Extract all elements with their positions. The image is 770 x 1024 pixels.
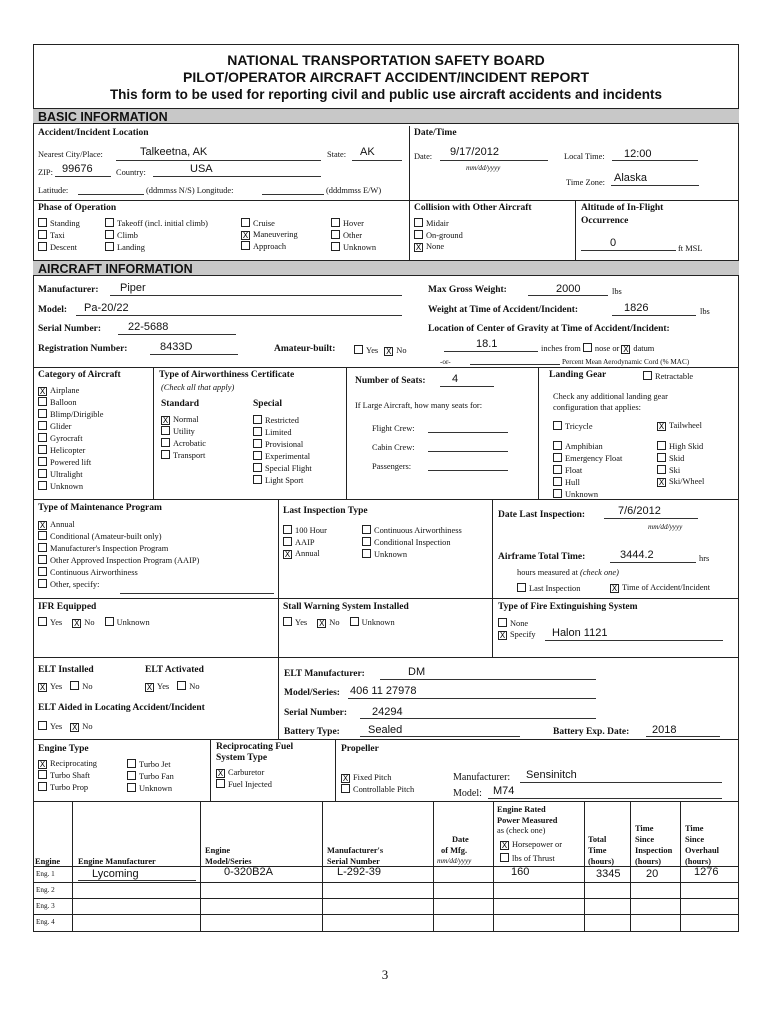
table-row-engine: Eng. 2 (36, 886, 55, 894)
standard-normal[interactable]: X Normal (162, 415, 199, 425)
col-engine-header: Engine (35, 857, 61, 866)
phase-cruise[interactable]: Cruise (241, 218, 298, 229)
gear-emergency-float[interactable]: Emergency Float (553, 453, 622, 464)
elt-aided-label: ELT Aided in Locating Accident/Incident (38, 703, 205, 713)
battery-exp-label: Battery Exp. Date: (553, 727, 630, 737)
date-format: mm/dd/yyyy (466, 164, 501, 172)
gear-col-1 (553, 441, 622, 501)
maintenance-options (38, 520, 199, 591)
basic-header: BASIC INFORMATION (38, 110, 168, 124)
cg-datum[interactable]: X datum (623, 344, 655, 354)
phase-label: Phase of Operation (38, 203, 117, 213)
localtime-label: Local Time: (564, 152, 605, 161)
elt-serial-value[interactable]: 24294 (372, 706, 403, 718)
elt-activated-yes[interactable]: X Yes (146, 682, 170, 692)
registration-label: Registration Number: (38, 344, 128, 354)
fire-specify[interactable]: X Specify (499, 630, 536, 640)
power-thrust-option[interactable]: lbs of Thrust (500, 853, 555, 864)
col-tso-header-3: Overhaul (685, 846, 719, 855)
prop-manufacturer-value[interactable]: Sensinitch (526, 769, 577, 781)
cg-value[interactable]: 18.1 (476, 338, 498, 350)
date-last-inspection-value[interactable]: 7/6/2012 (618, 505, 661, 517)
model-label: Model: (38, 305, 68, 315)
table-cell-mfr[interactable]: Lycoming (92, 868, 139, 880)
zip-label: ZIP: (38, 168, 53, 177)
col-tso-header-2: Since (685, 835, 705, 844)
battery-exp-value[interactable]: 2018 (652, 724, 677, 736)
table-row-engine: Eng. 3 (36, 902, 55, 910)
elt-serial-label: Serial Number: (284, 708, 348, 718)
fuel-system-label-2: System Type (216, 753, 268, 763)
section-aircraft-information (33, 260, 739, 276)
max-weight-label: Max Gross Weight: (428, 285, 507, 295)
col-power-header-1: Engine Rated (497, 805, 546, 814)
fire-ext-label: Type of Fire Extinguishing System (498, 602, 638, 612)
col-tt-header-3: (hours) (588, 857, 615, 866)
table-cell-serial[interactable]: L-292-39 (337, 866, 382, 878)
gear-ski[interactable]: Ski (657, 465, 704, 476)
col-engine-model-header-1: Engine (205, 846, 231, 855)
phase-col-2 (105, 218, 208, 254)
col-date-header-1: Date (452, 835, 469, 844)
col-tsi-header-4: (hours) (635, 857, 662, 866)
form-title-3: This form to be used for reporting civil and public use aircraft accidents and incidents (109, 87, 663, 102)
engine-type-col-2 (127, 759, 174, 795)
col-power-header-2: Power Measured (497, 816, 558, 825)
max-weight-unit: lbs (612, 287, 622, 296)
page-number: 3 (381, 967, 389, 982)
fuel-carburetor[interactable]: X Carburetor (217, 768, 265, 778)
collision-options (414, 218, 463, 253)
special-restricted[interactable]: Restricted (253, 415, 312, 426)
maint-other[interactable]: Other, specify: (38, 579, 199, 590)
phase-unknown[interactable]: Unknown (331, 242, 376, 253)
phase-col-4 (331, 218, 376, 254)
table-row-engine: Eng. 1 (36, 870, 55, 878)
standard-options (161, 415, 206, 462)
lon-format: (dddmmss E/W) (326, 186, 382, 195)
date-value[interactable]: 9/17/2012 (450, 146, 499, 158)
cg-reference: inches from nose or X datum (541, 344, 655, 354)
manufacturer-label: Manufacturer: (38, 285, 99, 295)
fuel-options (216, 768, 272, 791)
gear-col-2 (657, 441, 704, 488)
collision-on-ground[interactable]: On-ground (414, 230, 463, 241)
stall-options (283, 617, 395, 628)
col-tsi-header-1: Time (635, 824, 654, 833)
elt-installed-no[interactable]: No (70, 682, 92, 691)
amateur-options (354, 345, 407, 356)
special-options (253, 415, 312, 487)
elt-aided-no[interactable]: X No (72, 722, 93, 732)
amateur-label: Amateur-built: (274, 344, 336, 354)
cabin-crew-label: Cabin Crew: (372, 443, 415, 452)
state-value[interactable]: AK (360, 146, 375, 158)
elt-installed-label: ELT Installed (38, 665, 94, 675)
altitude-label-2: Occurrence (581, 216, 629, 226)
table-cell-tsi[interactable]: 20 (646, 868, 659, 880)
phase-hover[interactable]: Hover (331, 218, 376, 229)
category-unknown[interactable]: Unknown (38, 481, 104, 492)
phase-taxi[interactable]: Taxi (38, 230, 80, 241)
amateur-yes[interactable]: Yes (354, 346, 378, 355)
ifr-yes[interactable]: Yes (38, 618, 62, 627)
phase-landing[interactable]: Landing (105, 242, 208, 253)
maint-manufacturer[interactable]: Manufacturer's Inspection Program (38, 543, 199, 554)
phase-climb[interactable]: Climb (105, 230, 208, 241)
gear-tricycle[interactable]: Tricycle (553, 421, 593, 432)
elt-manufacturer-label: ELT Manufacturer: (284, 669, 365, 679)
table-cell-power[interactable]: 160 (511, 866, 530, 878)
battery-type-value[interactable]: Sealed (368, 724, 403, 736)
insp-continuous[interactable]: Continuous Airworthiness (362, 525, 462, 536)
ifr-options (38, 617, 150, 628)
col-date-header-2: of Mfg. (441, 846, 468, 855)
state-label: State: (327, 150, 347, 159)
zip-value[interactable]: 99676 (62, 163, 93, 175)
registration-value[interactable]: 8433D (160, 341, 193, 353)
gear-tailwheel[interactable]: X Tailwheel (658, 421, 702, 431)
date-label: Date: (414, 152, 433, 161)
elt-installed-options (38, 681, 93, 692)
col-tsi-header-3: Inspection (635, 846, 673, 855)
maint-aaip[interactable]: Other Approved Inspection Program (AAIP) (38, 555, 199, 566)
cg-mac: Percent Mean Aerodynamic Cord (% MAC) (562, 358, 690, 366)
engine-type-label: Engine Type (38, 744, 89, 754)
eng-turbo-fan[interactable]: Turbo Fan (127, 771, 174, 782)
stall-no[interactable]: X No (319, 618, 340, 628)
col-tt-header-2: Time (588, 846, 607, 855)
cg-or: -or- (440, 358, 451, 366)
date-last-format: mm/dd/yyyy (648, 523, 683, 531)
cg-label: Location of Center of Gravity at Time of Accident/Incident: (428, 324, 670, 334)
elt-aided-options (38, 721, 93, 732)
col-tso-header-4: (hours) (685, 857, 712, 866)
phase-takeoff[interactable]: Takeoff (incl. initial climb) (105, 218, 208, 229)
stall-warning-label: Stall Warning System Installed (283, 602, 409, 612)
prop-manufacturer-label: Manufacturer: (453, 772, 511, 783)
altitude-unit: ft MSL (678, 244, 703, 253)
insp-conditional[interactable]: Conditional Inspection (362, 537, 462, 548)
max-weight-value[interactable]: 2000 (556, 283, 581, 295)
col-power-header-3: as (check one) (497, 826, 546, 835)
table-row-engine: Eng. 4 (36, 918, 55, 926)
category-powered-lift[interactable]: Powered lift (38, 457, 104, 468)
altitude-label-1: Altitude of In-Flight (581, 203, 664, 213)
ifr-label: IFR Equipped (38, 602, 97, 612)
standard-acrobatic[interactable]: Acrobatic (161, 438, 206, 449)
country-value[interactable]: USA (190, 163, 213, 175)
manufacturer-value[interactable]: Piper (120, 282, 146, 294)
col-tso-header-1: Time (685, 824, 704, 833)
fuel-injected[interactable]: Fuel Injected (216, 779, 272, 790)
ifr-no[interactable]: X No (74, 618, 95, 628)
accident-weight-value[interactable]: 1826 (624, 302, 649, 314)
fire-ext-value[interactable]: Halon 1121 (552, 627, 608, 639)
accident-weight-label: Weight at Time of Accident/Incident: (428, 305, 579, 315)
category-airplane[interactable]: X Airplane (39, 386, 80, 396)
insp-unknown[interactable]: Unknown (362, 549, 462, 560)
localtime-value[interactable]: 12:00 (624, 148, 652, 160)
maint-continuous[interactable]: Continuous Airworthiness (38, 567, 199, 578)
accident-weight-unit: lbs (700, 307, 710, 316)
collision-none[interactable]: X None (415, 242, 445, 252)
collision-midair[interactable]: Midair (414, 218, 463, 229)
date-last-inspection-label: Date Last Inspection: (498, 510, 586, 520)
ifr-unknown[interactable]: Unknown (105, 618, 150, 627)
table-cell-total-time[interactable]: 3345 (596, 868, 621, 880)
elt-installed-yes[interactable]: X Yes (39, 682, 63, 692)
eng-turbo-shaft[interactable]: Turbo Shaft (38, 770, 97, 781)
eng-turbo-jet[interactable]: Turbo Jet (127, 759, 174, 770)
eng-reciprocating[interactable]: X Reciprocating (39, 759, 97, 769)
category-ultralight[interactable]: Ultralight (38, 469, 104, 480)
cg-nose[interactable]: nose or (583, 344, 619, 353)
flight-crew-label: Flight Crew: (372, 424, 415, 433)
elt-activated-options (145, 681, 200, 692)
category-label: Category of Aircraft (38, 370, 121, 380)
airframe-time-value[interactable]: 3444.2 (620, 549, 654, 561)
gear-unknown[interactable]: Unknown (553, 489, 622, 500)
table-cell-model[interactable]: 0-320B2A (224, 866, 273, 878)
standard-transport[interactable]: Transport (161, 450, 206, 461)
last-inspection-col-1 (283, 525, 327, 560)
category-gyrocraft[interactable]: Gyrocraft (38, 433, 104, 444)
gear-amphibian[interactable]: Amphibian (553, 441, 622, 452)
elt-model-label: Model/Series: (284, 688, 340, 698)
large-aircraft-note: If Large Aircraft, how many seats for: (355, 401, 483, 410)
airframe-time-unit: hrs (699, 554, 710, 563)
lat-format: (ddmmss N/S) Longitude: (146, 186, 234, 195)
insp-100-hour[interactable]: 100 Hour (283, 525, 327, 536)
stall-unknown[interactable]: Unknown (350, 618, 395, 627)
col-serial-header-1: Manufacturer's (327, 846, 384, 855)
maintenance-label: Type of Maintenance Program (38, 503, 162, 513)
eng-turbo-prop[interactable]: Turbo Prop (38, 782, 97, 793)
gear-skid[interactable]: Skid (657, 453, 704, 464)
category-balloon[interactable]: Balloon (38, 397, 104, 408)
aircraft-header: AIRCRAFT INFORMATION (38, 262, 193, 276)
category-options (38, 386, 104, 493)
maint-conditional[interactable]: Conditional (Amateur-built only) (38, 531, 199, 542)
amateur-no[interactable]: X No (386, 346, 407, 356)
last-inspection-col-2 (362, 525, 462, 561)
country-label: Country: (116, 168, 146, 177)
hours-measured-label: hours measured at (check one) (517, 568, 619, 577)
model-value[interactable]: Pa-20/22 (84, 302, 129, 314)
phase-maneuvering[interactable]: X Maneuvering (242, 230, 298, 240)
special-provisional[interactable]: Provisional (253, 439, 312, 450)
airframe-time-label: Airframe Total Time: (498, 552, 586, 562)
insp-aaip[interactable]: AAIP (283, 537, 327, 548)
gear-note-2: configuration that applies: (553, 403, 641, 412)
elt-aided-yes[interactable]: Yes (38, 722, 62, 731)
phase-col-1 (38, 218, 80, 254)
propeller-label: Propeller (341, 744, 379, 754)
gear-high-skid[interactable]: High Skid (657, 441, 704, 452)
landing-gear-label: Landing Gear (549, 370, 607, 380)
power-horsepower-option[interactable]: X Horsepower or (501, 840, 563, 850)
airworthiness-note: (Check all that apply) (161, 383, 235, 392)
elt-manufacturer-value[interactable]: DM (408, 666, 426, 678)
phase-other[interactable]: Other (331, 230, 376, 241)
airworthiness-label: Type of Airworthiness Certificate (159, 370, 295, 380)
city-value[interactable]: Talkeetna, AK (140, 146, 208, 158)
col-engine-mfr-header: Engine Manufacturer (78, 857, 156, 866)
battery-type-label: Battery Type: (284, 727, 340, 737)
col-serial-header-2: Serial Number (327, 857, 380, 866)
prop-fixed-pitch[interactable]: X Fixed Pitch (342, 773, 392, 783)
col-tt-header-1: Total (588, 835, 607, 844)
city-label: Nearest City/Place: (38, 150, 103, 159)
fire-none[interactable]: None (498, 618, 528, 629)
fuel-system-label-1: Reciprocating Fuel (216, 742, 294, 752)
category-helicopter[interactable]: Helicopter (38, 445, 104, 456)
latitude-label: Latitude: (38, 186, 69, 195)
propeller-options (341, 773, 414, 796)
phase-standing[interactable]: Standing (38, 218, 80, 229)
location-label: Accident/Incident Location (38, 128, 149, 138)
gear-ski-wheel[interactable]: X Ski/Wheel (658, 477, 705, 487)
engine-type-col-1 (38, 759, 97, 794)
table-cell-tso[interactable]: 1276 (694, 866, 719, 878)
seats-label: Number of Seats: (355, 376, 426, 386)
form-title-1: NATIONAL TRANSPORTATION SAFETY BOARD (227, 52, 545, 68)
special-light-sport[interactable]: Light Sport (253, 475, 312, 486)
insp-annual[interactable]: X Annual (284, 549, 320, 559)
special-experimental[interactable]: Experimental (253, 451, 312, 462)
timezone-label: Time Zone: (566, 178, 606, 187)
standard-utility[interactable]: Utility (161, 426, 206, 437)
timezone-value[interactable]: Alaska (614, 172, 648, 184)
gear-hull[interactable]: Hull (553, 477, 622, 488)
phase-descent[interactable]: Descent (38, 242, 80, 253)
col-date-header-3: mm/dd/yyyy (437, 857, 472, 865)
section-basic-information (33, 108, 739, 124)
special-limited[interactable]: Limited (253, 427, 312, 438)
elt-activated-label: ELT Activated (145, 665, 204, 675)
col-engine-model-header-2: Model/Series (205, 857, 252, 866)
serial-value[interactable]: 22-5688 (128, 321, 169, 333)
eng-unknown[interactable]: Unknown (127, 783, 174, 794)
elt-model-value[interactable]: 406 11 27978 (350, 685, 417, 697)
category-blimp[interactable]: Blimp/Dirigible (38, 409, 104, 420)
seats-value[interactable]: 4 (452, 373, 459, 385)
col-tsi-header-2: Since (635, 835, 655, 844)
stall-yes[interactable]: Yes (283, 618, 307, 627)
maint-annual[interactable]: X Annual (39, 520, 75, 530)
special-special-flight[interactable]: Special Flight (253, 463, 312, 474)
datetime-label: Date/Time (414, 128, 457, 138)
measured-last-inspection[interactable]: Last Inspection (517, 583, 580, 594)
serial-label: Serial Number: (38, 324, 102, 334)
gear-note-1: Check any additional landing gear (553, 392, 668, 401)
elt-activated-no[interactable]: No (177, 682, 199, 691)
special-label: Special (253, 399, 283, 409)
altitude-value[interactable]: 0 (610, 237, 617, 249)
category-glider[interactable]: Glider (38, 421, 104, 432)
prop-model-value[interactable]: M74 (493, 785, 515, 797)
retractable-option[interactable]: Retractable (643, 371, 693, 382)
collision-label: Collision with Other Aircraft (414, 203, 532, 213)
form-title-2: PILOT/OPERATOR AIRCRAFT ACCIDENT/INCIDENT REPORT (183, 69, 589, 85)
passengers-label: Passengers: (372, 462, 412, 471)
phase-col-3 (241, 218, 298, 253)
prop-controllable-pitch[interactable]: Controllable Pitch (341, 784, 414, 795)
last-inspection-label: Last Inspection Type (283, 506, 368, 516)
measured-time-of-accident[interactable]: X Time of Accident/Incident (611, 583, 711, 593)
phase-approach[interactable]: Approach (241, 241, 298, 252)
prop-model-label: Model: (453, 788, 482, 799)
gear-float[interactable]: Float (553, 465, 622, 476)
standard-label: Standard (161, 399, 200, 409)
